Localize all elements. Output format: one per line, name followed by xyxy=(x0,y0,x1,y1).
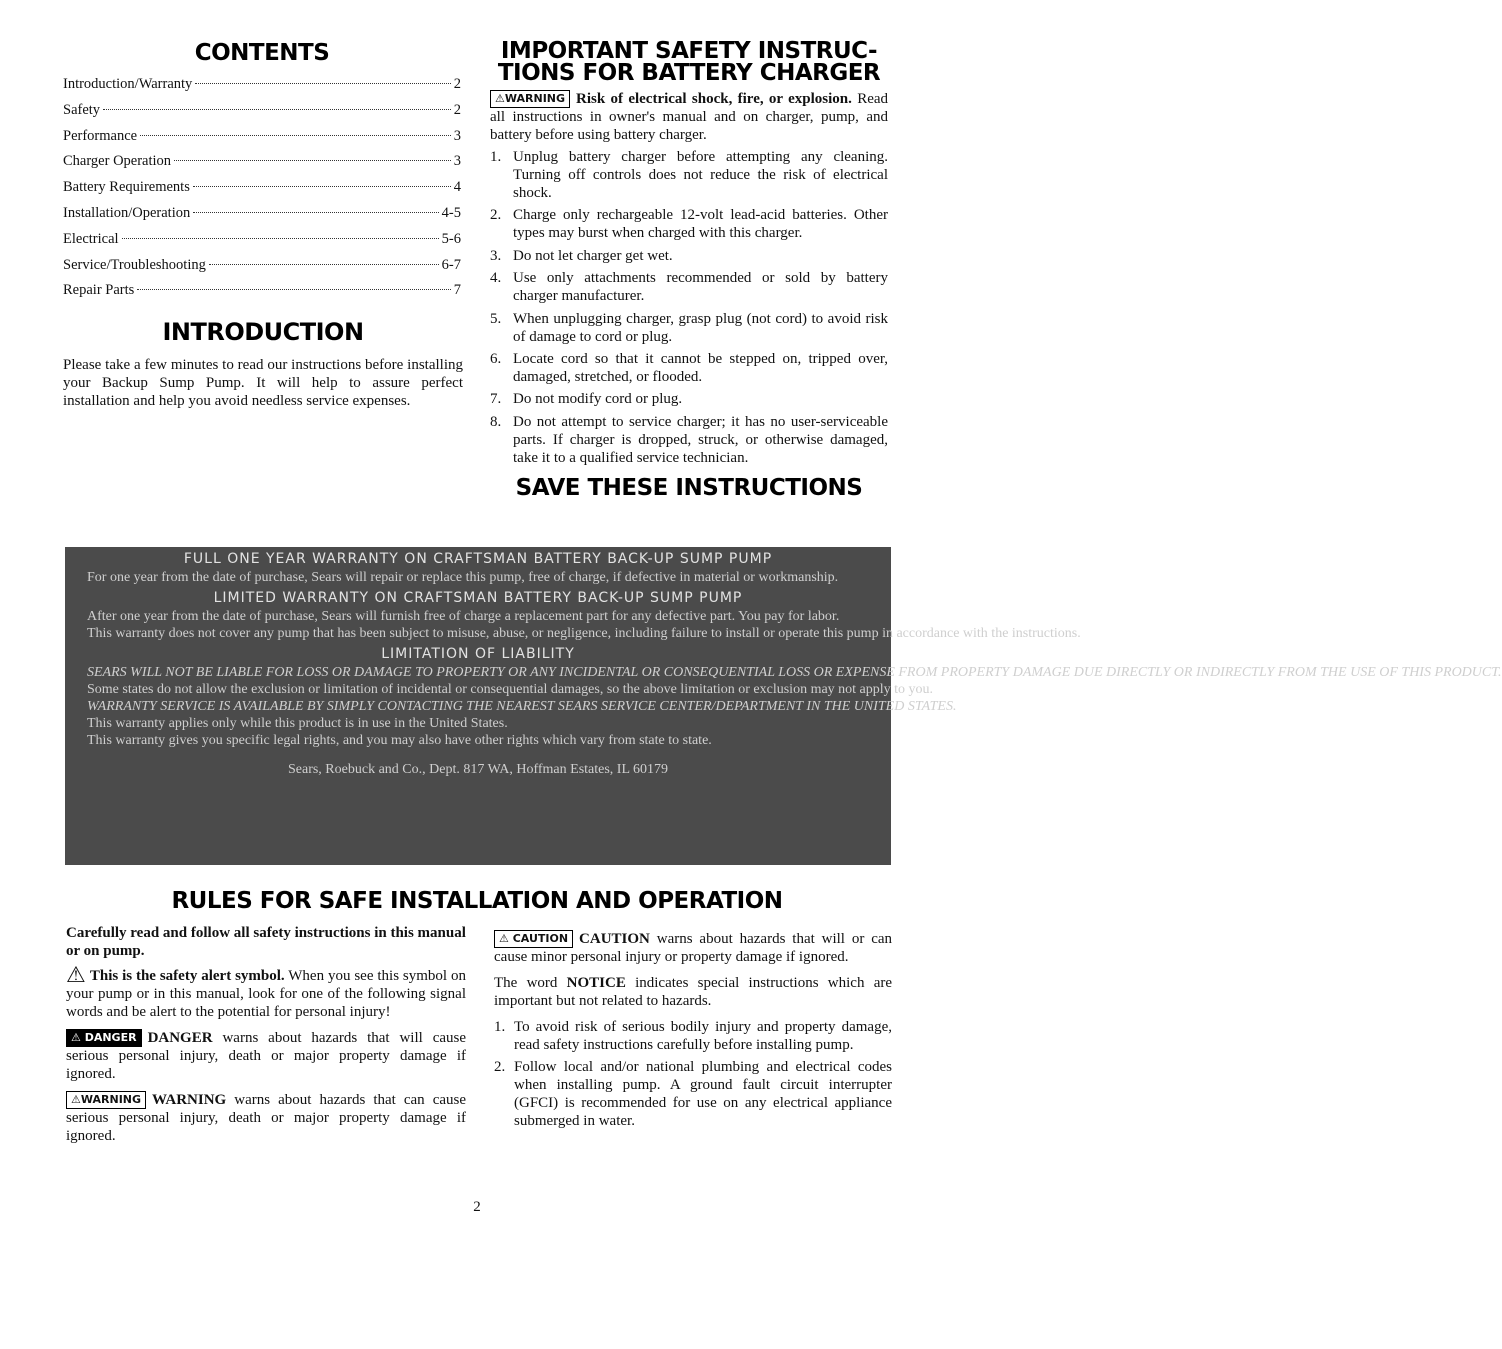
toc-label: Battery Requirements xyxy=(63,179,190,196)
danger-bold: DANGER xyxy=(147,1030,213,1046)
toc-entry[interactable] xyxy=(63,257,461,283)
list-item xyxy=(490,350,888,386)
list-item xyxy=(490,390,888,408)
warranty-para: After one year from the date of purchase, Sears will furnish free of charge a replacement part for any defective part. You pay for labor. xyxy=(87,609,840,624)
save-instructions-heading: SAVE THESE INSTRUCTIONS xyxy=(515,474,863,501)
caution-para xyxy=(494,930,892,966)
item-text: Use only attachments recommended or sold by battery charger manufacturer. xyxy=(513,270,888,305)
toc-entry[interactable] xyxy=(63,153,461,179)
charger-safety-list xyxy=(490,148,888,467)
toc-leader xyxy=(103,109,451,110)
toc-leader xyxy=(195,83,450,84)
rules-right-column xyxy=(494,930,892,1134)
warning-bold: WARNING xyxy=(152,1092,227,1108)
warranty-para: WARRANTY SERVICE IS AVAILABLE BY SIMPLY CONTACTING THE NEAREST SEARS SERVICE CENTER/DEPARTMENT IN THE UNITED STATES. xyxy=(87,699,957,714)
warning-signal-icon: ⚠WARNING xyxy=(66,1091,146,1109)
toc-leader xyxy=(140,135,451,136)
item-text: Follow local and/or national plumbing and electrical codes when installing pump. A ground fault circuit interrupter (GFCI) is recommended for use on any electrical appliance submerged in water. xyxy=(514,1059,892,1129)
toc-entry[interactable] xyxy=(63,76,461,102)
item-text: Do not modify cord or plug. xyxy=(513,391,683,408)
notice-prefix: The word xyxy=(494,975,558,991)
toc-entry[interactable] xyxy=(63,282,461,308)
list-item xyxy=(490,269,888,305)
toc-page: 3 xyxy=(453,127,461,144)
item-number: 1. xyxy=(490,149,502,165)
safety-alert-icon: ⚠ xyxy=(66,962,86,987)
danger-signal-icon: ⚠ DANGER xyxy=(66,1029,142,1047)
rules-lead: Carefully read and follow all safety instructions in this manual or on pump. xyxy=(66,925,466,959)
warranty-para: This warranty does not cover any pump that has been subject to misuse, abuse, or negligence, including failure to install or operate this pump in accordance with the instructions. xyxy=(87,626,1081,641)
warranty-heading-limited: LIMITED WARRANTY ON CRAFTSMAN BATTERY BACK-UP SUMP PUMP xyxy=(213,590,743,606)
list-item xyxy=(490,148,888,202)
rules-list xyxy=(494,1018,892,1130)
notice-para xyxy=(494,974,892,1010)
toc-label: Performance xyxy=(63,127,138,144)
item-text: Do not let charger get wet. xyxy=(513,247,673,264)
alert-text: When you see this symbol on your pump or in this manual, look for one of the following signal words and be alert to the potential for personal injury! xyxy=(66,968,466,1020)
item-number: 6. xyxy=(490,350,502,367)
caution-signal-icon: ⚠ CAUTION xyxy=(494,930,573,948)
toc-label: Introduction/Warranty xyxy=(63,76,193,92)
list-item xyxy=(494,1058,892,1130)
item-number: 5. xyxy=(490,310,502,327)
toc-leader xyxy=(137,289,450,290)
toc-page: 7 xyxy=(453,282,461,299)
alert-bold: This is the safety alert symbol. xyxy=(89,968,285,984)
page-number: 2 xyxy=(473,1199,481,1215)
toc-entry[interactable] xyxy=(63,128,461,154)
list-item xyxy=(490,247,888,265)
toc-label: Service/Troubleshooting xyxy=(63,256,206,273)
toc-label: Repair Parts xyxy=(63,282,135,299)
toc-leader xyxy=(174,160,451,161)
item-number: 1. xyxy=(494,1019,506,1035)
item-number: 8. xyxy=(490,413,502,430)
introduction-text: Please take a few minutes to read our instructions before installing your Backup Sump Pump. It will help to assure perfect installation and help you avoid needless service expenses. xyxy=(63,357,463,409)
toc-entry[interactable] xyxy=(63,205,461,231)
warranty-para: This warranty gives you specific legal rights, and you may also have other rights which vary from state to state. xyxy=(87,733,712,748)
warning-signal-icon: ⚠WARNING xyxy=(490,90,570,108)
caution-bold: CAUTION xyxy=(579,931,650,947)
danger-text: warns about hazards that will cause serious personal injury, death or major property damage if ignored. xyxy=(66,1030,467,1082)
list-item xyxy=(490,310,888,346)
toc-list xyxy=(63,76,461,308)
item-number: 4. xyxy=(490,270,502,287)
caution-text: warns about hazards that will or can cause minor personal injury or property damage if ignored. xyxy=(494,931,893,965)
introduction-title: INTRODUCTION xyxy=(162,318,364,346)
item-text: Do not attempt to service charger; it has no user-serviceable parts. If charger is dropped, struck, or otherwise damaged, take it to a qualified service technician. xyxy=(513,413,888,466)
warranty-box xyxy=(65,547,1502,865)
item-text: Unplug battery charger before attempting any cleaning. Turning off controls does not reduce the risk of electrical shock. xyxy=(513,149,888,201)
charger-safety-section xyxy=(490,40,888,501)
item-text: To avoid risk of serious bodily injury and property damage, read safety instructions carefully before installing pump. xyxy=(514,1019,892,1053)
warranty-para: For one year from the date of purchase, Sears will repair or replace this pump, free of charge, if defective in material or workmanship. xyxy=(87,570,839,585)
rules-left-column xyxy=(66,924,466,1153)
notice-bold: NOTICE xyxy=(566,975,626,991)
alert-symbol-para xyxy=(66,962,466,1021)
item-number: 2. xyxy=(490,207,502,224)
item-number: 3. xyxy=(490,247,502,264)
toc-label: Installation/Operation xyxy=(63,204,191,221)
warranty-para: Some states do not allow the exclusion or limitation of incidental or consequential damages, so the above limitation or exclusion may not apply to you. xyxy=(87,682,934,697)
charger-safety-title-line1: IMPORTANT SAFETY INSTRUC- xyxy=(500,38,878,64)
warranty-heading-liability: LIMITATION OF LIABILITY xyxy=(381,646,575,662)
list-item xyxy=(490,413,888,467)
toc-page: 5-6 xyxy=(441,230,461,247)
toc-leader xyxy=(193,212,438,213)
charger-safety-title-line2: TIONS FOR BATTERY CHARGER xyxy=(497,60,881,86)
toc-leader xyxy=(209,264,439,265)
item-text: Locate cord so that it cannot be stepped on, tripped over, damaged, stretched, or flooded. xyxy=(513,350,888,385)
contents-title: CONTENTS xyxy=(194,40,330,66)
toc-page: 3 xyxy=(453,153,461,170)
toc-page: 2 xyxy=(453,101,461,118)
charger-safety-title xyxy=(490,40,888,84)
charger-warning-bold: Risk of electrical shock, fire, or explosion. xyxy=(576,91,852,107)
item-text: Charge only rechargeable 12-volt lead-acid batteries. Other types may burst when charged with this charger. xyxy=(513,207,888,242)
warranty-address: Sears, Roebuck and Co., Dept. 817 WA, Hoffman Estates, IL 60179 xyxy=(287,762,668,777)
danger-para xyxy=(66,1029,466,1083)
warning-para xyxy=(66,1091,466,1145)
notice-text: indicates special instructions which are important but not related to hazards. xyxy=(494,975,893,1009)
list-item xyxy=(490,206,888,242)
warning-text: warns about hazards that can cause serious personal injury, death or major property damage if ignored. xyxy=(66,1092,467,1144)
toc-page: 6-7 xyxy=(441,256,461,273)
toc-entry[interactable] xyxy=(63,102,461,128)
warranty-para: This warranty applies only while this product is in use in the United States. xyxy=(87,716,508,731)
charger-warning xyxy=(490,90,888,144)
toc-page: 4 xyxy=(453,179,461,196)
item-number: 2. xyxy=(494,1059,506,1075)
toc-label: Charger Operation xyxy=(63,153,172,170)
list-item xyxy=(494,1018,892,1054)
rules-title: RULES FOR SAFE INSTALLATION AND OPERATION xyxy=(171,888,783,914)
toc-label: Electrical xyxy=(63,230,119,247)
toc-entry[interactable] xyxy=(63,179,461,205)
toc-entry[interactable] xyxy=(63,231,461,257)
toc-leader xyxy=(193,186,451,187)
toc-page: 2 xyxy=(453,76,461,92)
warranty-para: SEARS WILL NOT BE LIABLE FOR LOSS OR DAMAGE TO PROPERTY OR ANY INCIDENTAL OR CONSEQUENTIAL LOSS OR EXPENSE FROM PROPERTY DAMAGE DUE DIRECTLY OR INDIRECTLY FROM THE USE OF THIS PRODUCT. xyxy=(87,665,1502,680)
toc-page: 4-5 xyxy=(441,204,461,221)
warranty-heading-full: FULL ONE YEAR WARRANTY ON CRAFTSMAN BATTERY BACK-UP SUMP PUMP xyxy=(183,551,773,567)
charger-warning-text: Read all instructions in owner's manual and on charger, pump, and battery before using battery charger. xyxy=(490,91,889,143)
contents-section xyxy=(63,40,461,308)
toc-leader xyxy=(122,238,439,239)
toc-label: Safety xyxy=(63,101,101,118)
item-text: When unplugging charger, grasp plug (not cord) to avoid risk of damage to cord or plug. xyxy=(513,310,888,345)
introduction-section xyxy=(63,318,463,410)
item-number: 7. xyxy=(490,391,502,408)
